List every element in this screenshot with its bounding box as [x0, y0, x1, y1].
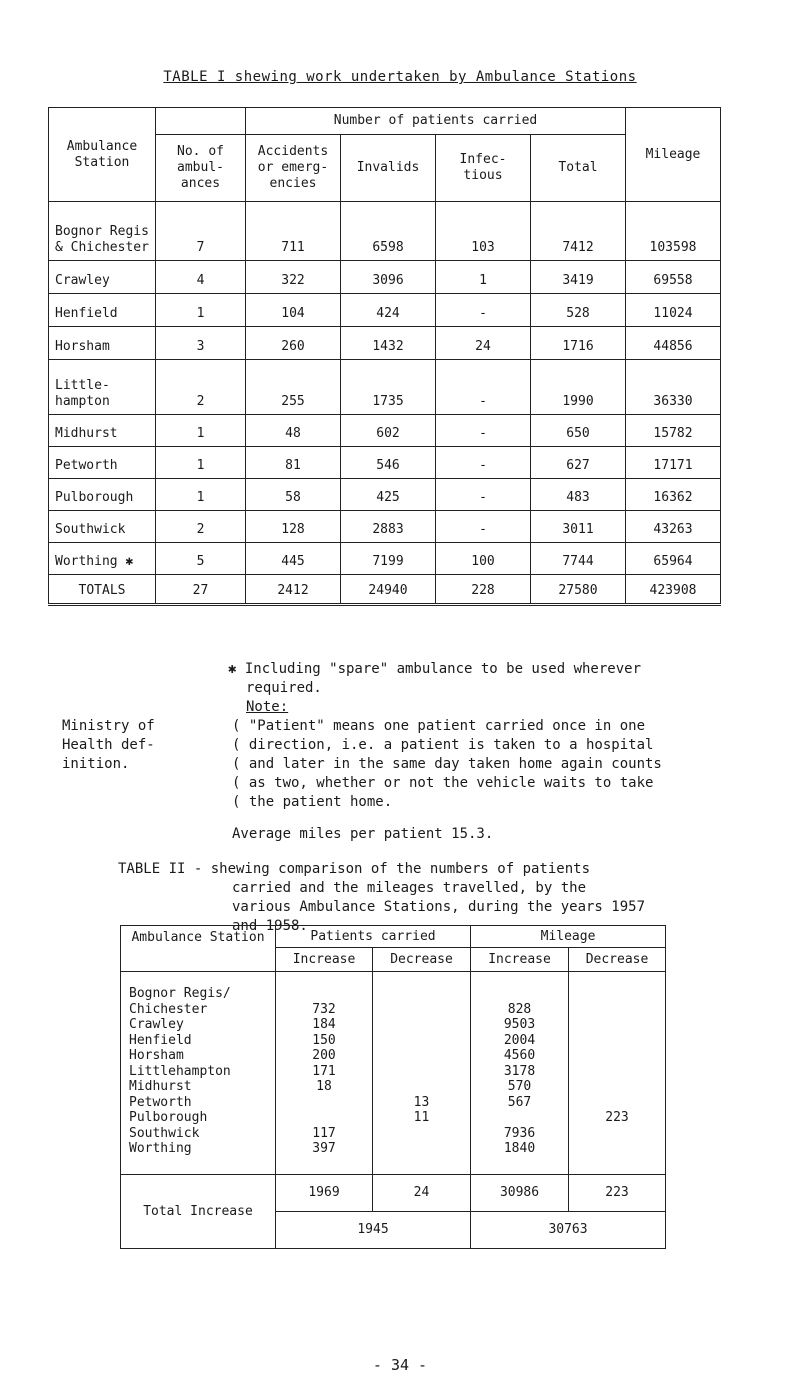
table-row — [49, 447, 721, 479]
table2-caption-line: and 1958. — [232, 918, 308, 934]
mileage-value: 17171 — [626, 447, 721, 479]
ambulances-value: 1 — [156, 447, 246, 479]
table-row — [49, 479, 721, 511]
ambulances-value: 5 — [156, 543, 246, 575]
list-item: Pulborough — [129, 1110, 208, 1125]
infectious-value: 103 — [436, 202, 531, 261]
t2-body-row — [121, 972, 666, 1175]
comparison-table — [120, 925, 666, 1249]
totals-invalids: 24940 — [341, 575, 436, 605]
ambulances-value: 3 — [156, 327, 246, 360]
table-row — [49, 415, 721, 447]
t2-total-mileage-increase: 30986 — [471, 1175, 569, 1212]
ambulances-value: 2 — [156, 511, 246, 543]
t2-station-list — [123, 986, 273, 1157]
station-name: Henfield — [49, 294, 156, 327]
table2-caption-line: various Ambulance Stations, during the years 1957 — [232, 899, 646, 915]
footnote-line: required. — [246, 680, 322, 696]
invalids-value: 1432 — [341, 327, 436, 360]
t2-header-patients-increase: Increase — [276, 948, 373, 972]
average-miles: Average miles per patient 15.3. — [232, 826, 494, 842]
list-item: Chichester — [129, 1001, 208, 1017]
total-value: 528 — [531, 294, 626, 327]
t2-total-label: Total Increase — [121, 1175, 276, 1249]
list-item: Southwick — [129, 1125, 200, 1141]
t2-patients-increase-list — [278, 986, 370, 1157]
totals-infectious: 228 — [436, 575, 531, 605]
ambulances-value: 4 — [156, 261, 246, 294]
table-row — [49, 327, 721, 360]
list-item: 7936 — [503, 1125, 536, 1141]
infectious-value: - — [436, 415, 531, 447]
list-item: Worthing — [129, 1141, 192, 1156]
list-item: 397 — [312, 1141, 336, 1156]
station-name: Horsham — [49, 327, 156, 360]
t2-header-patients-decrease: Decrease — [373, 948, 471, 972]
invalids-value: 424 — [341, 294, 436, 327]
definition-line: ( and later in the same day taken home again counts — [232, 756, 662, 772]
mileage-value: 65964 — [626, 543, 721, 575]
totals-mileage: 423908 — [626, 575, 721, 605]
station-name: Petworth — [49, 447, 156, 479]
list-item: 4560 — [503, 1048, 536, 1063]
invalids-value: 2883 — [341, 511, 436, 543]
infectious-value: 1 — [436, 261, 531, 294]
list-item: 1840 — [503, 1141, 536, 1156]
station-name: Southwick — [49, 511, 156, 543]
invalids-value: 602 — [341, 415, 436, 447]
list-item: 150 — [312, 1032, 336, 1048]
accidents-value: 255 — [246, 360, 341, 415]
t2-patients-decrease-list — [375, 986, 468, 1157]
list-item: 828 — [507, 1001, 532, 1017]
infectious-value: - — [436, 447, 531, 479]
list-item: 184 — [312, 1017, 336, 1032]
accidents-value: 58 — [246, 479, 341, 511]
infectious-value: 24 — [436, 327, 531, 360]
list-item: 18 — [316, 1079, 332, 1094]
t2-total-mileage-decrease: 223 — [569, 1175, 666, 1212]
list-item: Bognor Regis/ — [129, 986, 231, 1001]
total-value: 1990 — [531, 360, 626, 415]
mileage-value: 69558 — [626, 261, 721, 294]
mileage-value: 11024 — [626, 294, 721, 327]
totals-total: 27580 — [531, 575, 626, 605]
total-value: 483 — [531, 479, 626, 511]
table2-caption-line: carried and the mileages travelled, by the — [232, 880, 587, 896]
ministry-line: Health def- — [62, 737, 155, 753]
ambulances-value: 7 — [156, 202, 246, 261]
total-value: 627 — [531, 447, 626, 479]
totals-ambulances: 27 — [156, 575, 246, 605]
definition-line: ( the patient home. — [232, 794, 393, 810]
t2-header-patients: Patients carried — [276, 926, 471, 948]
list-item: Midhurst — [129, 1079, 192, 1094]
accidents-value: 81 — [246, 447, 341, 479]
table-row — [49, 360, 721, 415]
invalids-value: 546 — [341, 447, 436, 479]
mileage-value: 103598 — [626, 202, 721, 261]
infectious-value: - — [436, 479, 531, 511]
header-accidents: Accidents or emerg- encies — [246, 135, 341, 202]
mileage-value: 36330 — [626, 360, 721, 415]
header-infectious: Infec- tious — [436, 135, 531, 202]
accidents-value: 711 — [246, 202, 341, 261]
header-invalids: Invalids — [341, 135, 436, 202]
ambulances-value: 1 — [156, 479, 246, 511]
accidents-value: 445 — [246, 543, 341, 575]
ministry-line: Ministry of — [62, 718, 155, 734]
mileage-value: 43263 — [626, 511, 721, 543]
definition-line: ( "Patient" means one patient carried once in one — [232, 718, 646, 734]
header-total: Total — [531, 135, 626, 202]
table2-caption-line: TABLE II - shewing comparison of the numbers of patients — [118, 861, 591, 877]
accidents-value: 322 — [246, 261, 341, 294]
total-value: 7744 — [531, 543, 626, 575]
total-value: 650 — [531, 415, 626, 447]
list-item: Littlehampton — [129, 1063, 231, 1079]
t2-net-patients: 1945 — [276, 1212, 471, 1249]
totals-label: TOTALS — [49, 575, 156, 605]
station-name: Pulborough — [49, 479, 156, 511]
infectious-value: - — [436, 360, 531, 415]
totals-accidents: 2412 — [246, 575, 341, 605]
definition-line: ( direction, i.e. a patient is taken to a hospital — [232, 737, 654, 753]
table-row — [49, 511, 721, 543]
station-name: Worthing ✱ — [49, 543, 156, 575]
total-value: 7412 — [531, 202, 626, 261]
t2-net-mileage: 30763 — [471, 1212, 666, 1249]
mileage-value: 15782 — [626, 415, 721, 447]
station-name: Crawley — [49, 261, 156, 294]
definition-line: ( as two, whether or not the vehicle waits to take — [232, 775, 654, 791]
t2-mileage-decrease-list — [571, 986, 663, 1157]
list-item: Petworth — [129, 1094, 192, 1110]
accidents-value: 48 — [246, 415, 341, 447]
infectious-value: 100 — [436, 543, 531, 575]
list-item: 117 — [312, 1125, 336, 1141]
t2-totals-row — [121, 1175, 666, 1212]
table-row — [49, 543, 721, 575]
t2-header-station: Ambulance Station — [121, 926, 276, 972]
list-item: Henfield — [129, 1032, 192, 1048]
list-item: 3178 — [503, 1063, 536, 1079]
station-name: Midhurst — [49, 415, 156, 447]
footnote-line: ✱ Including "spare" ambulance to be used wherever — [228, 661, 642, 677]
accidents-value: 104 — [246, 294, 341, 327]
t2-total-patients-increase: 1969 — [276, 1175, 373, 1212]
invalids-value: 3096 — [341, 261, 436, 294]
header-no-ambulances: No. of ambul- ances — [156, 135, 246, 202]
invalids-value: 425 — [341, 479, 436, 511]
header-patients-group: Number of patients carried — [246, 108, 626, 135]
t2-header-mileage: Mileage — [471, 926, 666, 948]
list-item: Horsham — [129, 1048, 184, 1063]
list-item: 567 — [507, 1094, 532, 1110]
page-number: - 34 - — [372, 1356, 428, 1374]
invalids-value: 6598 — [341, 202, 436, 261]
table-row — [49, 261, 721, 294]
list-item: 200 — [312, 1048, 336, 1063]
list-item: 570 — [507, 1079, 532, 1094]
t2-header-mileage-increase: Increase — [471, 948, 569, 972]
list-item: Crawley — [129, 1017, 184, 1032]
mileage-value: 16362 — [626, 479, 721, 511]
t2-header-mileage-decrease: Decrease — [569, 948, 666, 972]
list-item: 171 — [312, 1063, 336, 1079]
ambulance-work-table — [48, 107, 721, 606]
list-item: 2004 — [503, 1032, 536, 1048]
list-item: 9503 — [503, 1017, 536, 1032]
table-row — [49, 294, 721, 327]
total-value: 3419 — [531, 261, 626, 294]
ambulances-value: 2 — [156, 360, 246, 415]
ministry-line: inition. — [62, 756, 130, 772]
list-item: 223 — [605, 1110, 629, 1125]
accidents-value: 128 — [246, 511, 341, 543]
header-mileage: Mileage — [626, 108, 721, 202]
accidents-value: 260 — [246, 327, 341, 360]
mileage-value: 44856 — [626, 327, 721, 360]
infectious-value: - — [436, 294, 531, 327]
table-row — [49, 202, 721, 261]
invalids-value: 1735 — [341, 360, 436, 415]
list-item: 11 — [413, 1110, 430, 1125]
header-station: Ambulance Station — [49, 108, 156, 202]
t2-mileage-increase-list — [473, 986, 566, 1157]
invalids-value: 7199 — [341, 543, 436, 575]
ambulances-value: 1 — [156, 415, 246, 447]
station-name: Bognor Regis & Chichester — [49, 202, 156, 261]
header-blank — [156, 108, 246, 135]
t2-total-patients-decrease: 24 — [373, 1175, 471, 1212]
totals-row — [49, 575, 721, 605]
list-item: 13 — [413, 1094, 430, 1110]
station-name: Little- hampton — [49, 360, 156, 415]
total-value: 1716 — [531, 327, 626, 360]
total-value: 3011 — [531, 511, 626, 543]
ambulances-value: 1 — [156, 294, 246, 327]
page-title: TABLE I shewing work undertaken by Ambulance Stations — [163, 69, 637, 85]
infectious-value: - — [436, 511, 531, 543]
list-item: 732 — [312, 1001, 336, 1017]
note-label: Note: — [246, 699, 289, 715]
